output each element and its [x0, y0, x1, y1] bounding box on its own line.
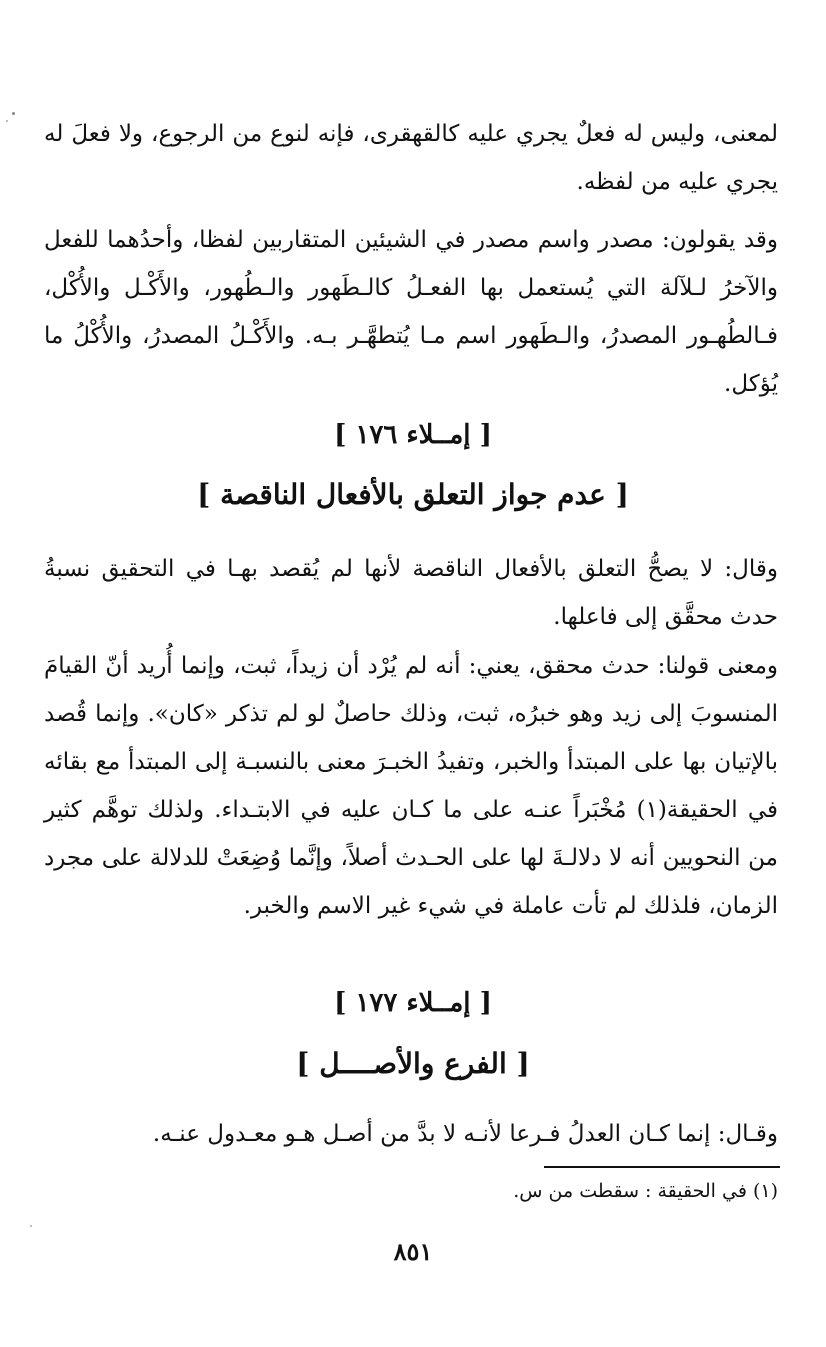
page-number: ٨٥١ — [393, 1237, 433, 1266]
paragraph-1: لمعنى، وليس له فعلٌ يجري عليه كالقهقرى، فإنه لنوع من الرجوع، ولا فعلَ له يجري عليه من لفظه. — [44, 121, 778, 195]
footnote: (١) في الحقيقة : سقطت من س. — [513, 1180, 778, 1202]
scan-speck — [30, 1225, 32, 1227]
paragraph-4: ومعنى قولنا: حدث محقق، يعني: أنه لم يُرْد أن زيداً، ثبت، وإنما أُريد أنّ القيامَ المنسوبَ إلى زيد وهو خبرُه، ثبت، وذلك حاصلٌ لو لم تذكر «كان». وإنما قُصد بالإتيان بها على المبتدأ والخبر، وتفيدُ الخبـرَ معنى بالنسبـة إلى المبتدأ مع بقائه في الحقيقة(١) مُخْبَراً عنـه على ما كـان عليه في الابتـداء. ولذلك توهَّم كثير من النحويين أنه لا دلالـةَ لها على الحـدث أصلاً، وإنَّما وُضِعَتْ للدلالة على مجرد الزمان، فلذلك لم تأت عاملة في شيء غير الاسم والخبر. — [44, 653, 779, 919]
scan-speck — [12, 112, 15, 115]
section-title-branch-origin: [ الفرع والأصــــل ] — [296, 1047, 530, 1080]
footnote-rule — [544, 1166, 780, 1168]
section-heading-imla-177: [ إمــلاء ١٧٧ ] — [334, 988, 492, 1018]
paragraph-5: وقـال: إنما كـان العدلُ فـرعا لأنـه لا بدَّ من أصـل هـو معـدول عنـه. — [152, 1121, 778, 1147]
paragraph-2: وقد يقولون: مصدر واسم مصدر في الشيئين المتقاربين لفظا، وأحدُهما للفعل والآخرُ لـلآلة التي يُستعمل بها الفعـلُ كالـطَهور والـطُهور، والأَكْـل والأُكْل، فـالطُهـور المصدرُ، والـطَهور اسم مـا يُتطهَّـر بـه. والأَكْـلُ المصدرُ، والأُكْلُ ما يُؤكل. — [44, 227, 779, 397]
section-title-incomplete-verbs: [ عدم جواز التعلق بالأفعال الناقصة ] — [197, 478, 629, 511]
paragraph-3: وقال: لا يصحُّ التعلق بالأفعال الناقصة لأنها لم يُقصد بهـا في التحقيق نسبةُ حدث محقَّق إلى فاعلها. — [44, 556, 778, 630]
section-heading-imla-176: [ إمــلاء ١٧٦ ] — [334, 420, 492, 450]
scan-speck — [6, 120, 8, 122]
